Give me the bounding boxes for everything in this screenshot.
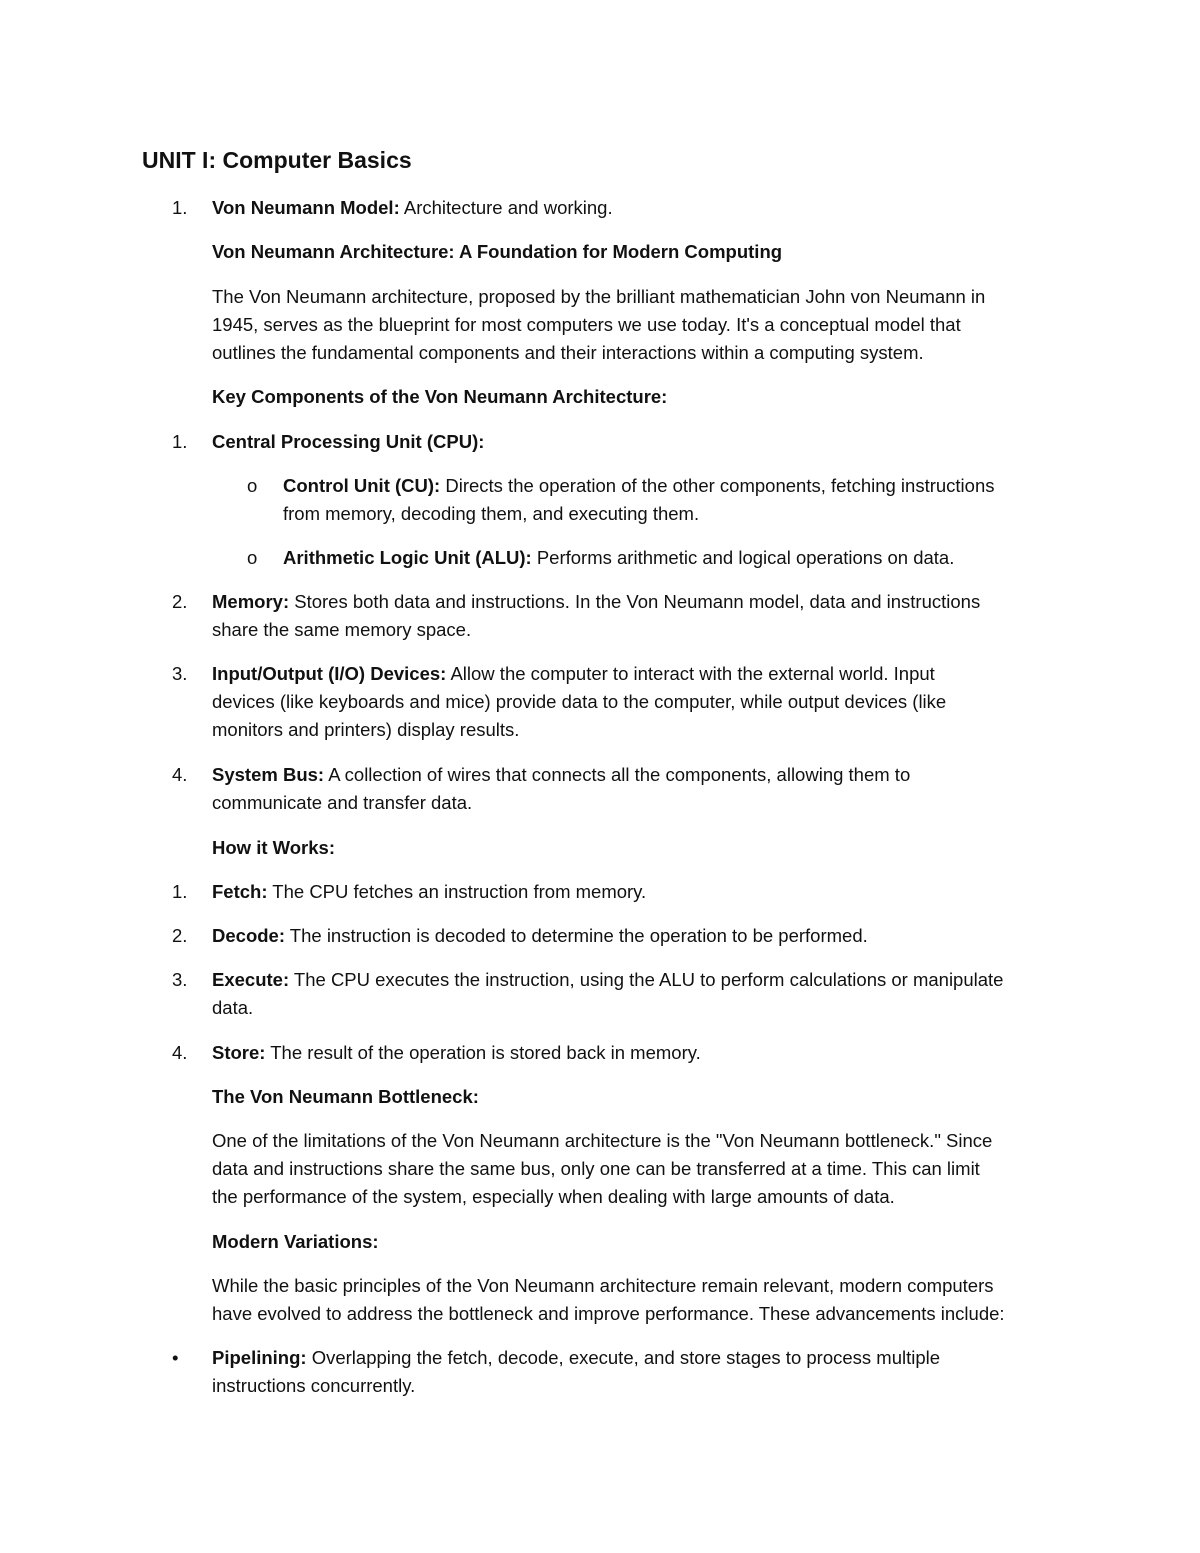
list-item (283, 472, 995, 500)
list-item-label: System Bus: (212, 764, 325, 785)
list-number: 2. (172, 591, 188, 612)
intro-text: Architecture and working. (399, 197, 613, 218)
list-item-text: Directs the operation of the other components, fetching instructions (440, 475, 995, 496)
list-item-label: Pipelining: (212, 1347, 307, 1368)
intro-label: Von Neumann Model: (212, 197, 400, 218)
list-item (212, 1344, 940, 1372)
page-title: UNIT I: Computer Basics (142, 147, 412, 173)
list-item-label: Control Unit (CU): (283, 475, 441, 496)
list-number: 1. (172, 431, 188, 452)
list-number: 4. (172, 764, 188, 785)
list-item-text: devices (like keyboards and mice) provide data to the computer, while output devices (like (212, 691, 947, 712)
section-heading: The Von Neumann Bottleneck: (212, 1086, 479, 1107)
section-heading: Von Neumann Architecture: A Foundation for Modern Computing (212, 241, 783, 262)
list-item-label: Arithmetic Logic Unit (ALU): (283, 547, 532, 568)
list-item (212, 966, 1003, 994)
paragraph-line: the performance of the system, especially when dealing with large amounts of data. (212, 1186, 895, 1207)
paragraph-line: 1945, serves as the blueprint for most computers we use today. It's a conceptual model that (212, 314, 961, 335)
list-number: 3. (172, 969, 188, 990)
list-item-text: data. (212, 997, 254, 1018)
list-item-label: Central Processing Unit (CPU): (212, 431, 485, 452)
list-item-label: Decode: (212, 925, 285, 946)
list-item (283, 544, 954, 572)
list-item-text: Overlapping the fetch, decode, execute, and store stages to process multiple (306, 1347, 941, 1368)
paragraph-line: outlines the fundamental components and their interactions within a computing system. (212, 342, 924, 363)
sub-bullet: o (247, 475, 258, 496)
list-item-label: Memory: (212, 591, 290, 612)
list-item (212, 761, 910, 789)
list-item-text: Stores both data and instructions. In the Von Neumann model, data and instructions (289, 591, 981, 612)
list-item-text: The result of the operation is stored back in memory. (265, 1042, 701, 1063)
paragraph-line: have evolved to address the bottleneck and improve performance. These advancements include: (212, 1303, 1005, 1324)
list-item-text: instructions concurrently. (212, 1375, 416, 1396)
paragraph-line: While the basic principles of the Von Neumann architecture remain relevant, modern computers (212, 1275, 994, 1296)
list-item-label: Fetch: (212, 881, 268, 902)
section-heading: Modern Variations: (212, 1231, 379, 1252)
list-item-text: Allow the computer to interact with the external world. Input (446, 663, 935, 684)
paragraph-line: The Von Neumann architecture, proposed by the brilliant mathematician John von Neumann in (212, 286, 986, 307)
list-item-label: Store: (212, 1042, 266, 1063)
list-item-text: The CPU fetches an instruction from memory. (267, 881, 647, 902)
list-item-text: communicate and transfer data. (212, 792, 473, 813)
sub-bullet: o (247, 547, 258, 568)
list-item (212, 588, 980, 616)
list-item (212, 878, 646, 906)
list-item-text: A collection of wires that connects all the components, allowing them to (324, 764, 911, 785)
paragraph-line: One of the limitations of the Von Neumann architecture is the "Von Neumann bottleneck." Since (212, 1130, 993, 1151)
list-number: 1. (172, 881, 188, 902)
paragraph-line: data and instructions share the same bus, only one can be transferred at a time. This can limit (212, 1158, 980, 1179)
list-item-text: The instruction is decoded to determine the operation to be performed. (285, 925, 868, 946)
bullet: • (172, 1347, 179, 1368)
list-number: 1. (172, 197, 188, 218)
list-item (212, 660, 935, 688)
list-item-label: Execute: (212, 969, 290, 990)
intro-line (212, 194, 613, 222)
section-heading: How it Works: (212, 837, 335, 858)
list-item (212, 922, 868, 950)
list-item-text: The CPU executes the instruction, using the ALU to perform calculations or manipulate (289, 969, 1004, 990)
list-item-text: monitors and printers) display results. (212, 719, 520, 740)
list-item-text: Performs arithmetic and logical operations on data. (531, 547, 955, 568)
list-item-text: from memory, decoding them, and executing them. (283, 503, 700, 524)
list-number: 2. (172, 925, 188, 946)
list-item (212, 1039, 701, 1067)
list-number: 3. (172, 663, 188, 684)
list-item-label: Input/Output (I/O) Devices: (212, 663, 447, 684)
list-item-text: share the same memory space. (212, 619, 472, 640)
section-heading: Key Components of the Von Neumann Architecture: (212, 386, 668, 407)
list-number: 4. (172, 1042, 188, 1063)
